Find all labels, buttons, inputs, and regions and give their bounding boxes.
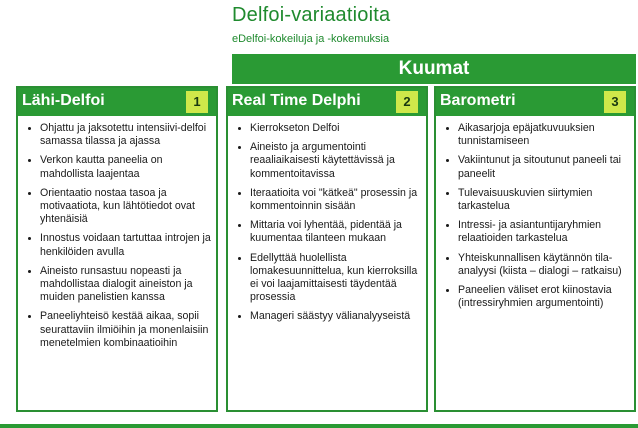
list-item: • Orientaatio nostaa tasoa ja motivaatiota, kun lähtötiedot ovat yhtenäisiä xyxy=(40,187,212,227)
section-banner: Kuumat xyxy=(232,54,636,84)
list-item: • Edellyttää huolellista lomakesuunnittelua, kun kierroksilla ei voi laajamittaisesti täydentää prosessia xyxy=(250,252,422,305)
list-item: • Innostus voidaan tartuttaa introjen ja henkilöiden avulla xyxy=(40,232,212,258)
list-item: • Vakiintunut ja sitoutunut paneeli tai paneelit xyxy=(458,154,630,180)
bullet-list xyxy=(228,122,422,330)
column-header xyxy=(18,88,216,116)
list-item: • Mittaria voi lyhentää, pidentää ja kuumentaa tilanteen mukaan xyxy=(250,219,422,245)
column-title: Barometri xyxy=(440,92,516,109)
list-item: • Intressi- ja asiantuntijaryhmien relaatioiden tarkastelua xyxy=(458,219,630,245)
list-item: • Paneeliyhteisö kestää aikaa, sopii seurattaviin ilmiöihin ja monenlaisiin menetelmien kombinaatioihin xyxy=(40,310,212,350)
column-title: Real Time Delphi xyxy=(232,92,361,109)
list-item: • Verkon kautta paneelia on mahdollista laajentaa xyxy=(40,154,212,180)
list-item: • Manageri säästyy välianalyyseistä xyxy=(250,310,422,323)
bullet-list xyxy=(436,122,630,316)
column-lahi-delfoi xyxy=(16,86,218,412)
column-number-badge: 1 xyxy=(186,91,208,113)
list-item: • Aineisto ja argumentointi reaaliaikaisesti käytettävissä ja kommentoitavissa xyxy=(250,141,422,181)
column-title: Lähi-Delfoi xyxy=(22,92,105,109)
column-number-badge: 2 xyxy=(396,91,418,113)
column-barometri xyxy=(434,86,636,412)
list-item: • Yhteiskunnallisen käytännön tila-analyysi (kiista – dialogi – ratkaisu) xyxy=(458,252,630,278)
list-item: • Aineisto runsastuu nopeasti ja mahdollistaa dialogit aineiston ja muiden panelistien kanssa xyxy=(40,265,212,305)
column-header xyxy=(228,88,426,116)
column-header xyxy=(436,88,634,116)
list-item: • Ohjattu ja jaksotettu intensiivi-delfoi samassa tilassa ja ajassa xyxy=(40,122,212,148)
bullet-list xyxy=(18,122,212,356)
page-subtitle: eDelfoi-kokeiluja ja -kokemuksia xyxy=(232,33,390,45)
column-real-time-delphi xyxy=(226,86,428,412)
list-item: • Iteraatioita voi "kätkeä" prosessin ja kommentoinnin sisään xyxy=(250,187,422,213)
list-item: • Aikasarjoja epäjatkuvuuksien tunnistamiseen xyxy=(458,122,630,148)
list-item: • Kierrokseton Delfoi xyxy=(250,122,422,135)
column-number-badge: 3 xyxy=(604,91,626,113)
bottom-divider xyxy=(0,424,638,428)
list-item: • Paneelien väliset erot kiinostavia (intressiryhmien argumentointi) xyxy=(458,284,630,310)
page-title: Delfoi-variaatioita xyxy=(232,4,391,26)
list-item: • Tulevaisuuskuvien siirtymien tarkastelua xyxy=(458,187,630,213)
